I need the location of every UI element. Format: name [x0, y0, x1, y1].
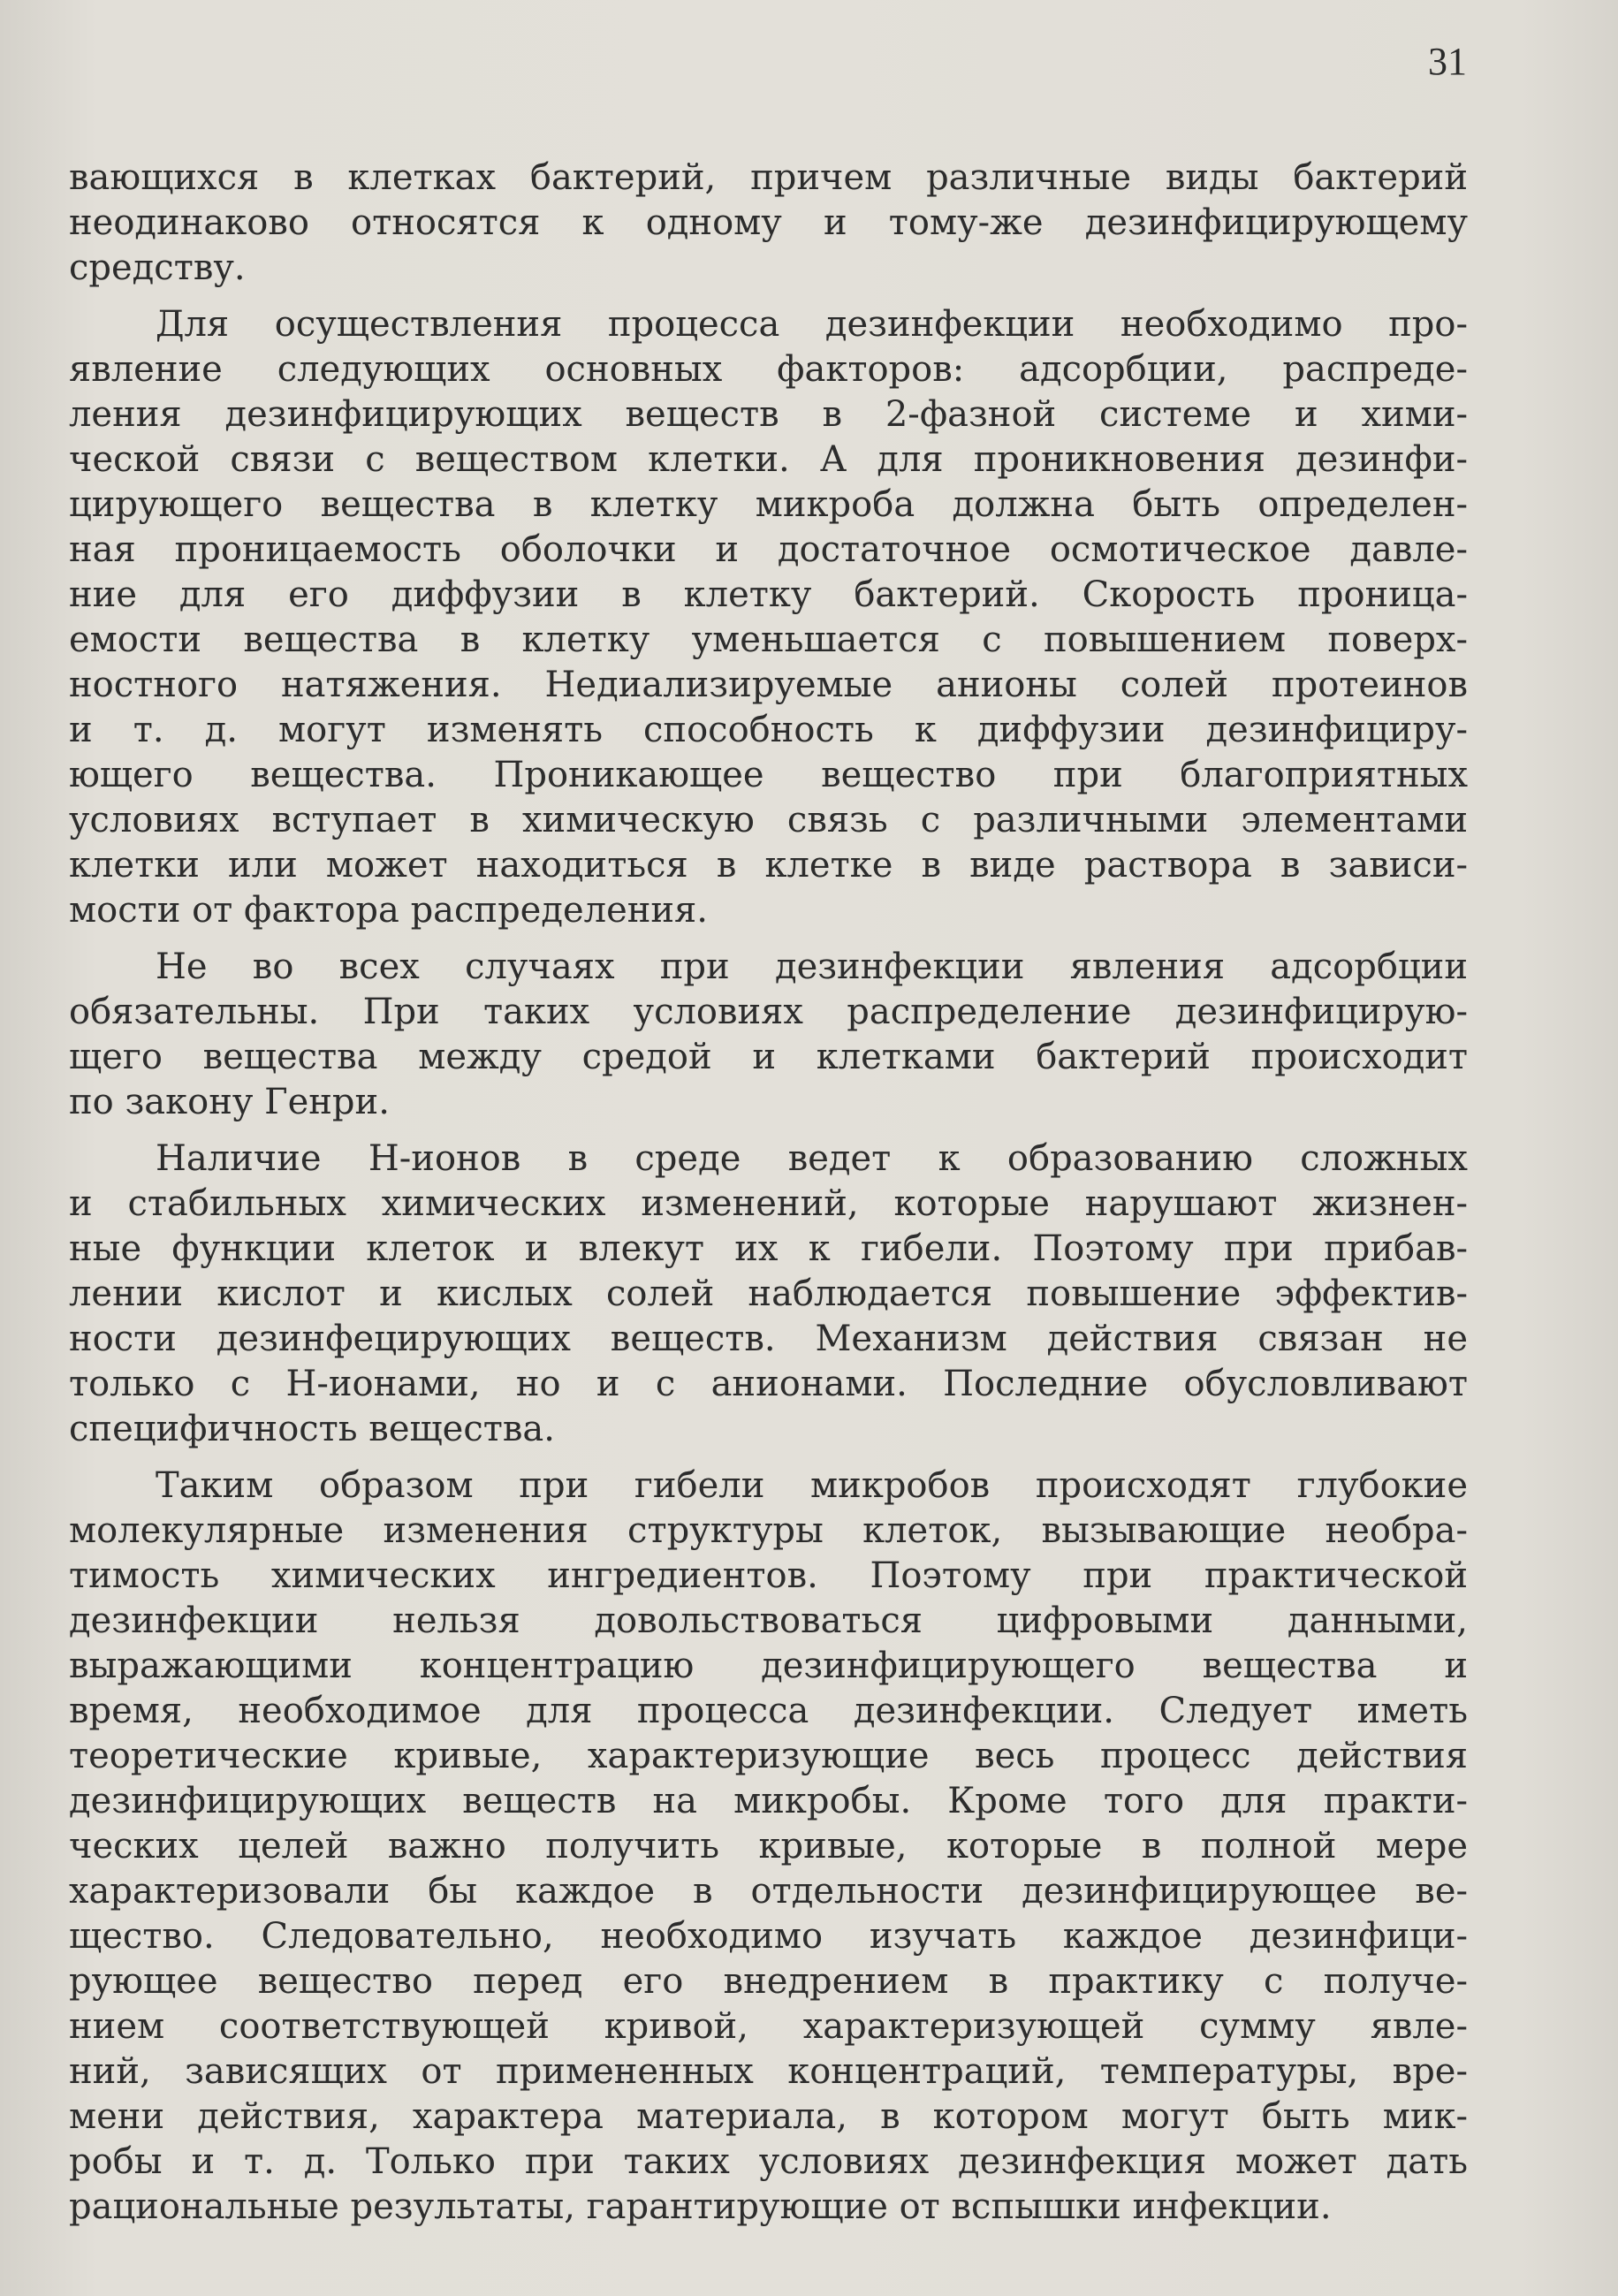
text-line: Для осуществления процесса дезинфекции необходимо про-: [156, 304, 1468, 345]
text-line: щего вещества между средой и клетками бактерий происходит: [69, 1037, 1468, 1077]
text-line: ние для его диффузии в клетку бактерий. Скорость проница-: [69, 574, 1468, 615]
text-line: явление следующих основных факторов: адсорбции, распреде-: [69, 349, 1468, 390]
text-line: ющего вещества. Проникающее вещество при благоприятных: [69, 755, 1468, 795]
text-line: условиях вступает в химическую связь с различными элементами: [69, 800, 1468, 840]
text-line: лении кислот и кислых солей наблюдается повышение эффектив-: [69, 1273, 1468, 1314]
text-line: средству.: [69, 247, 246, 288]
text-line: время, необходимое для процесса дезинфекции. Следует иметь: [69, 1691, 1468, 1731]
text-line: рующее вещество перед его внедрением в практику с получе-: [69, 1961, 1468, 2002]
text-line: и стабильных химических изменений, которые нарушают жизнен-: [69, 1183, 1468, 1224]
paragraph: [69, 1137, 1468, 1452]
text-line: цирующего вещества в клетку микроба должна быть определен-: [69, 484, 1468, 525]
text-line: вающихся в клетках бактерий, причем различные виды бактерий: [69, 157, 1468, 198]
paragraph: [69, 945, 1468, 1125]
text-line: ления дезинфицирующих веществ в 2-фазной системе и хими-: [69, 394, 1468, 435]
text-line: рациональные результаты, гарантирующие от вспышки инфекции.: [69, 2186, 1332, 2227]
text-line: ности дезинфецирующих веществ. Механизм действия связан не: [69, 1319, 1468, 1359]
text-line: дезинфекции нельзя довольствоваться цифровыми данными,: [69, 1600, 1468, 1641]
text-line: Наличие Н-ионов в среде ведет к образованию сложных: [156, 1138, 1468, 1179]
text-line: щество. Следовательно, необходимо изучать каждое дезинфици-: [69, 1916, 1468, 1957]
text-line: Не во всех случаях при дезинфекции явления адсорбции: [156, 947, 1468, 987]
text-line: ные функции клеток и влекут их к гибели. Поэтому при прибав-: [69, 1228, 1468, 1269]
text-line: робы и т. д. Только при таких условиях дезинфекция может дать: [69, 2141, 1468, 2182]
text-line: ностного натяжения. Недиализируемые анионы солей протеинов: [69, 665, 1468, 705]
page-number: 31: [1428, 40, 1467, 83]
text-line: неодинаково относятся к одному и тому-же дезинфицирующему: [69, 202, 1468, 243]
text-line: обязательны. При таких условиях распределение дезинфицирую-: [69, 992, 1468, 1032]
text-line: только с Н-ионами, но и с анионами. Последние обусловливают: [69, 1364, 1468, 1404]
paragraph: [69, 302, 1468, 933]
text-line: ческой связи с веществом клетки. А для проникновения дезинфи-: [69, 439, 1468, 480]
text-line: по закону Генри.: [69, 1082, 390, 1122]
text-line: характеризовали бы каждое в отдельности дезинфицирующее ве-: [69, 1871, 1468, 1912]
text-line: ний, зависящих от примененных концентраций, температуры, вре-: [69, 2051, 1468, 2092]
page-body-text: [69, 156, 1468, 2241]
text-line: молекулярные изменения структуры клеток, вызывающие необра-: [69, 1510, 1468, 1551]
text-line: мости от фактора распределения.: [69, 890, 709, 931]
text-line: специфичность вещества.: [69, 1409, 555, 1449]
text-line: клетки или может находиться в клетке в виде раствора в зависи-: [69, 845, 1468, 886]
text-line: дезинфицирующих веществ на микробы. Кроме того для практи-: [69, 1781, 1468, 1821]
text-line: ческих целей важно получить кривые, которые в полной мере: [69, 1826, 1468, 1866]
text-line: мени действия, характера материала, в котором могут быть мик-: [69, 2096, 1468, 2137]
text-line: емости вещества в клетку уменьшается с повышением поверх-: [69, 620, 1468, 660]
text-line: нием соответствующей кривой, характеризующей сумму явле-: [69, 2006, 1468, 2047]
text-line: выражающими концентрацию дезинфицирующего вещества и: [69, 1646, 1468, 1686]
text-line: теоретические кривые, характеризующие весь процесс действия: [69, 1736, 1468, 1776]
text-line: тимость химических ингредиентов. Поэтому при практической: [69, 1555, 1468, 1596]
text-line: Таким образом при гибели микробов происходят глубокие: [156, 1465, 1468, 1506]
text-line: ная проницаемость оболочки и достаточное осмотическое давле-: [69, 529, 1468, 570]
paragraph: [69, 1464, 1468, 2230]
text-line: и т. д. могут изменять способность к диффузии дезинфициру-: [69, 710, 1468, 750]
paragraph: [69, 156, 1468, 291]
